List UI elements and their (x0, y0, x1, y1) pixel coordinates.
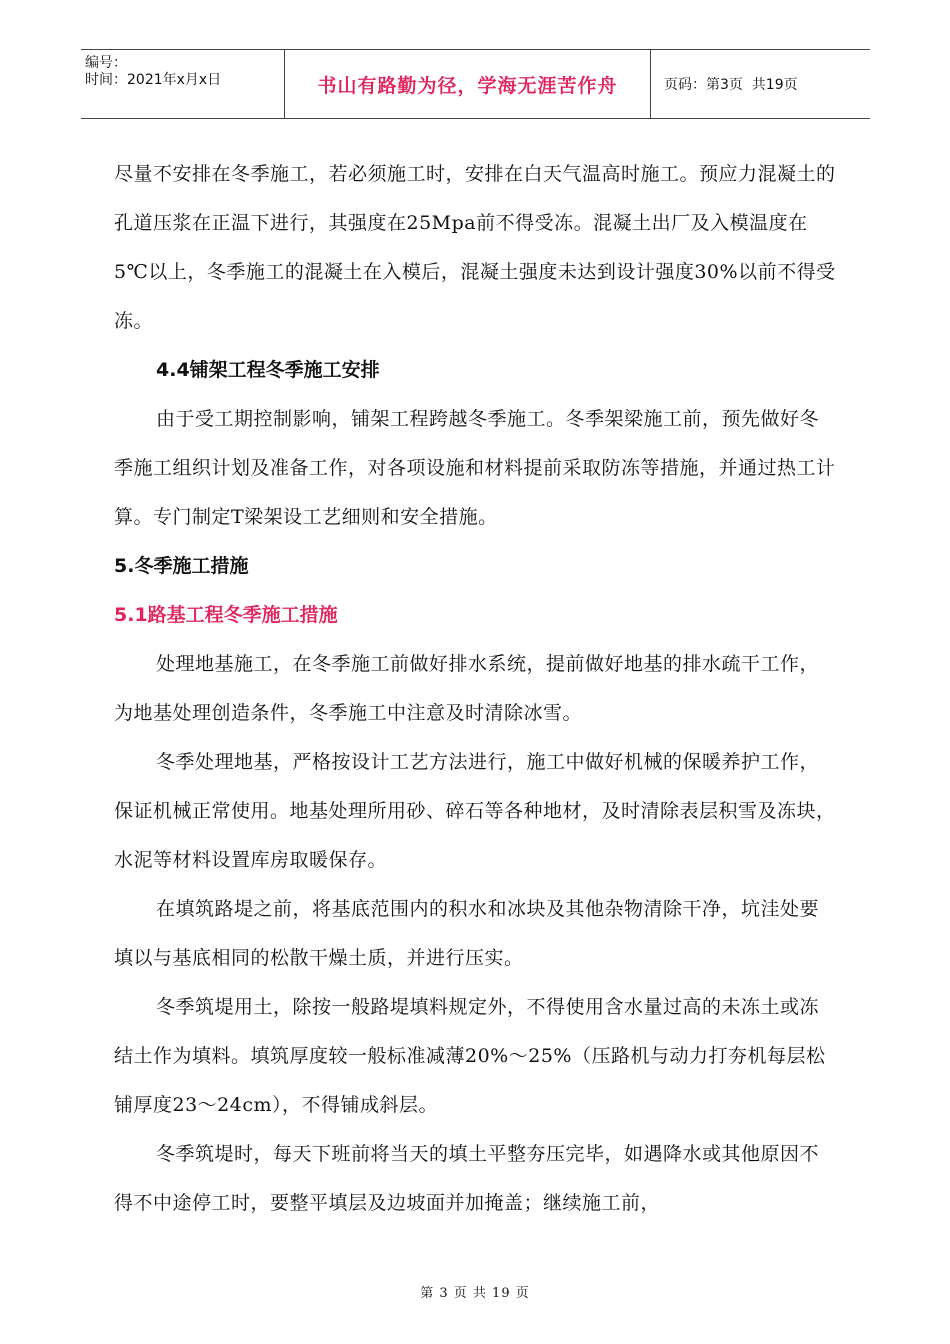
paragraph: 冬季处理地基，严格按设计工艺方法进行，施工中做好机械的保暖养护工作，保证机械正常使用。地基处理所用砂、碎石等各种地材，及时清除表层积雪及冻块，水泥等材料设置库房取暖保存。 (114, 751, 836, 871)
header-motto: 书山有路勤为径，学海无涯苦作舟 (285, 50, 651, 118)
paragraph: 冬季筑堤时，每天下班前将当天的填土平整夯压完毕，如遇降水或其他原因不得不中途停工时，要整平填层及边坡面并加掩盖；继续施工前， (114, 1143, 820, 1214)
document-body (114, 150, 836, 1228)
section-heading-5-1: 5.1路基工程冬季施工措施 (114, 604, 338, 626)
paragraph-continued: 尽量不安排在冬季施工，若必须施工时，安排在白天气温高时施工。预应力混凝土的孔道压浆在正温下进行，其强度在25Mpa前不得受冻。混凝土出厂及入模温度在5℃以上，冬季施工的混凝土在入模后，混凝土强度未达到设计强度30%以前不得受冻。 (114, 163, 836, 332)
paragraph: 由于受工期控制影响，铺架工程跨越冬季施工。冬季架梁施工前，预先做好冬季施工组织计划及准备工作，对各项设施和材料提前采取防冻等措施，并通过热工计算。专门制定T梁架设工艺细则和安全措施。 (114, 408, 836, 528)
paragraph: 在填筑路堤之前，将基底范围内的积水和冰块及其他杂物清除干净，坑洼处要填以与基底相同的松散干燥土质，并进行压实。 (114, 898, 820, 969)
paragraph: 处理地基施工，在冬季施工前做好排水系统，提前做好地基的排水疏干工作，为地基处理创造条件，冬季施工中注意及时清除冰雪。 (114, 653, 820, 724)
section-heading-4-4: 4.4铺架工程冬季施工安排 (156, 359, 380, 381)
page-info-text: 页码：第3页 共19页 (664, 77, 798, 93)
number-label: 编号： (85, 55, 127, 71)
time-label: 时间：2021年x月x日 (85, 72, 222, 88)
header-page-info (651, 50, 870, 118)
paragraph: 冬季筑堤用土，除按一般路堤填料规定外，不得使用含水量过高的未冻土或冻结土作为填料。填筑厚度较一般标准减薄20%～25%（压路机与动力打夯机每层松铺厚度23～24cm），不得铺成斜层。 (114, 996, 826, 1116)
header-meta (81, 50, 285, 118)
header-table (81, 49, 870, 119)
section-heading-5: 5.冬季施工措施 (114, 555, 249, 577)
page-footer: 第 3 页 共 19 页 (420, 1286, 530, 1301)
